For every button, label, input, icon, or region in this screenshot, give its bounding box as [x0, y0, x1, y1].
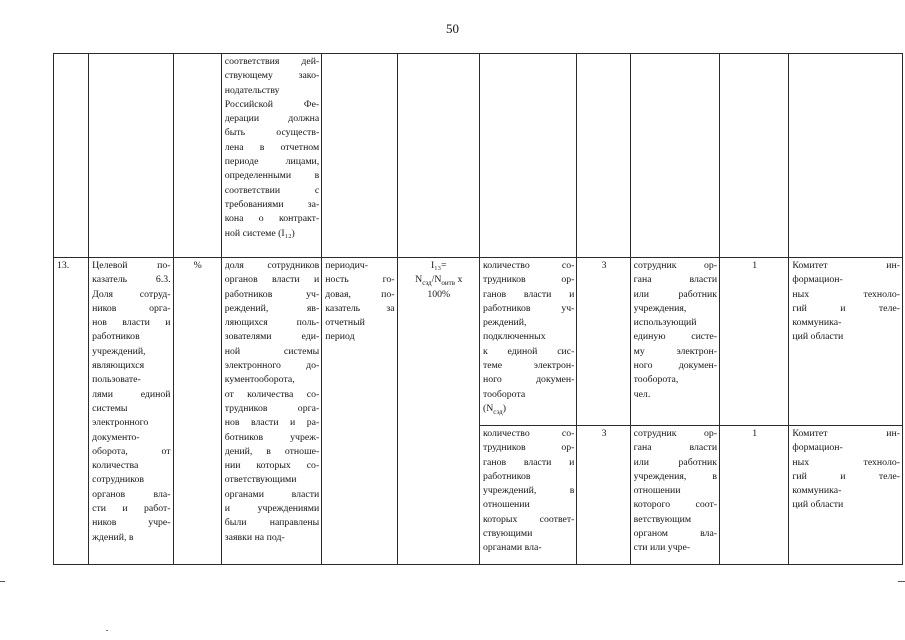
base-indicator-cell [479, 258, 576, 426]
cell-line: кона о контракт- [224, 213, 320, 225]
cell-line: 3 [601, 260, 607, 271]
cell-line: тооборота [482, 388, 526, 400]
cell-line: 1 [752, 260, 758, 271]
cell-line: нии которых со- [224, 460, 320, 472]
cell-line: сотрудник ор- [633, 428, 718, 439]
cell-line: период [325, 331, 355, 343]
cell-line: лями единой [92, 388, 171, 400]
unit-cell [173, 54, 221, 258]
cell-line: органов вла- [92, 488, 171, 500]
population-unit-cell [630, 54, 719, 258]
cell-line: ботников учреж- [224, 431, 320, 443]
cell-line: $N_{сэд}/N_{оитв}$ x [415, 274, 463, 288]
cell-line: периодич- [325, 260, 368, 271]
cell-line: Комитет ин- [792, 260, 900, 271]
cell-line: Доля сотруд- [92, 288, 171, 300]
cell-line: гана власти [633, 274, 718, 286]
cell-line: или работник [633, 288, 718, 300]
cell-line: заявки на под- [224, 531, 285, 543]
cell-line: $(N_{сэд})$ [482, 402, 506, 416]
cell-line: отношении [633, 485, 681, 497]
cell-line: учреждения, [633, 302, 687, 314]
cell-line: ций области [792, 331, 844, 343]
cell-line: I₁₃= [430, 260, 447, 271]
cell-line: ждений, в [92, 531, 134, 543]
cell-line: Комитет ин- [792, 428, 900, 439]
definition-cell [221, 258, 321, 565]
cell-line: органом вла- [633, 528, 718, 540]
cell-line: ного докумен- [482, 374, 575, 386]
indicator-table [53, 53, 903, 565]
cell-line: гана власти [633, 442, 718, 454]
cell-line: 100% [427, 288, 451, 300]
sample-method-cell [720, 258, 789, 426]
cell-line: тооборота, [633, 374, 679, 386]
base-indicator-cell [479, 426, 576, 565]
cell-line: дерации должна [224, 113, 320, 125]
cell-line: чел. [633, 388, 651, 400]
cell-line: отчетный [325, 317, 365, 329]
period-cell [322, 258, 397, 565]
cell-line: нодательству [224, 84, 280, 96]
cell-line: которого соот- [633, 499, 718, 511]
cell-line: нов власти и [92, 317, 171, 329]
cell-line: количества [92, 460, 139, 472]
cell-line: ников орга- [92, 302, 171, 314]
cell-line: быть осуществ- [224, 127, 320, 139]
cell-line: сотрудников [92, 474, 144, 486]
cell-line: ганов власти и [482, 288, 575, 300]
cell-line: сотрудник ор- [633, 260, 718, 271]
cell-line: 13. [57, 260, 70, 271]
collection-method-cell [577, 426, 630, 565]
cell-line: коммуника- [792, 317, 842, 329]
cell-line: теме электрон- [482, 360, 575, 372]
cell-line: органов власти и [224, 274, 320, 286]
cell-line: коммуника- [792, 485, 842, 497]
cell-line: му электрон- [633, 345, 718, 357]
definition-cell [221, 54, 321, 258]
cell-line: ной системе (I₁₂) [224, 227, 295, 239]
page-number: 50 [446, 21, 459, 36]
cell-line: ного докумен- [633, 360, 718, 372]
cell-line: дений, в отноше- [224, 445, 320, 457]
cell-line: электронного [92, 417, 149, 429]
responsible-cell [789, 54, 903, 258]
cell-line: работников уч- [482, 302, 575, 314]
cell-line: трудников ор- [482, 442, 575, 454]
cell-line: от количества со- [224, 388, 320, 400]
cell-line: к единой сис- [482, 345, 575, 357]
margin-mark [0, 581, 5, 582]
formula-cell [397, 258, 479, 565]
cell-line: ганов власти и [482, 456, 575, 468]
cell-line: ответствующими [224, 474, 297, 486]
cell-line: являющихся [92, 360, 145, 372]
cell-line: количество со- [482, 428, 575, 439]
cell-line: использующий [633, 317, 697, 329]
cell-line: органами власти [224, 488, 320, 500]
cell-line: казатель 6.3. [92, 274, 171, 286]
cell-line: единую систе- [633, 331, 718, 343]
sample-method-cell [720, 54, 789, 258]
indicator-name-cell [89, 54, 173, 258]
cell-line: % [193, 260, 202, 271]
cell-line: формацион- [792, 442, 843, 454]
cell-line: зователями еди- [224, 331, 320, 343]
population-unit-cell [630, 258, 719, 426]
indicator-name-cell [89, 258, 173, 565]
cell-line: ность го- [325, 274, 395, 286]
cell-line: оборота, от [92, 445, 171, 457]
cell-line: сти или учре- [633, 542, 691, 554]
collection-method-cell [577, 54, 630, 258]
cell-line: гий и теле- [792, 302, 900, 314]
cell-line: трудников орга- [224, 402, 320, 414]
cell-line: формацион- [792, 274, 843, 286]
cell-line: 1 [752, 428, 758, 439]
period-cell [322, 54, 397, 258]
indicator-row-13 [54, 258, 903, 426]
cell-line: документо- [92, 431, 140, 443]
cell-line: кументооборота, [224, 374, 295, 386]
cell-line: определенными в [224, 170, 320, 182]
cell-line: требованиями за- [224, 198, 320, 210]
cell-line: ных техноло- [792, 288, 900, 300]
cell-line: лена в отчетном [224, 141, 320, 153]
cell-line: казатель за [325, 302, 395, 314]
unit-cell [173, 258, 221, 565]
cell-line: реждений, яв- [224, 302, 320, 314]
cell-line: соответствия дей- [224, 56, 320, 67]
cell-line: 3 [601, 428, 607, 439]
cell-line: Российской Фе- [224, 98, 320, 110]
cell-line: учреждений, в [482, 485, 575, 497]
cell-line: органами вла- [482, 542, 542, 554]
cell-line: и учреждениями [224, 503, 320, 515]
cell-line: ляющихся поль- [224, 317, 320, 329]
formula-cell [397, 54, 479, 258]
cell-line: Целевой по- [92, 260, 171, 271]
cell-line: периоде лицами, [224, 156, 320, 168]
scan-artifact [106, 630, 108, 631]
cell-line: соответствии с [224, 184, 320, 196]
population-unit-cell [630, 426, 719, 565]
margin-mark [898, 581, 905, 582]
cell-line: работников [482, 470, 531, 482]
cell-line: системы [92, 402, 128, 414]
continuation-row [54, 54, 903, 258]
cell-line: электронного до- [224, 360, 320, 372]
cell-line: ствующему зако- [224, 70, 320, 82]
cell-line: отношении [482, 499, 530, 511]
row-number-cell [54, 258, 89, 565]
cell-line: которых соответ- [482, 513, 575, 525]
collection-method-cell [577, 258, 630, 426]
cell-line: работников уч- [224, 288, 320, 300]
cell-line: довая, по- [325, 288, 395, 300]
cell-line: ветствующим [633, 513, 692, 525]
cell-line: ников учре- [92, 517, 171, 529]
cell-line: подключенных [482, 331, 546, 343]
responsible-cell [789, 258, 903, 426]
cell-line: гий и теле- [792, 470, 900, 482]
cell-line: пользовате- [92, 374, 141, 386]
cell-line: сти и работ- [92, 503, 171, 515]
cell-line: ствующими [482, 528, 533, 540]
cell-line: ной системы [224, 345, 320, 357]
cell-line: нов власти и ра- [224, 417, 320, 429]
responsible-cell [789, 426, 903, 565]
cell-line: реждений, [482, 317, 527, 329]
cell-line: ных техноло- [792, 456, 900, 468]
cell-line: ций области [792, 499, 844, 511]
cell-line: работников [92, 331, 140, 343]
cell-line: доля сотрудников [224, 260, 320, 271]
base-indicator-cell [479, 54, 576, 258]
cell-line: количество со- [482, 260, 575, 271]
sample-method-cell [720, 426, 789, 565]
cell-line: учреждений, [92, 345, 146, 357]
cell-line: или работник [633, 456, 718, 468]
cell-line: были направлены [224, 517, 320, 529]
row-number-cell [54, 54, 89, 258]
cell-line: учреждения, в [633, 470, 718, 482]
cell-line: трудников ор- [482, 274, 575, 286]
